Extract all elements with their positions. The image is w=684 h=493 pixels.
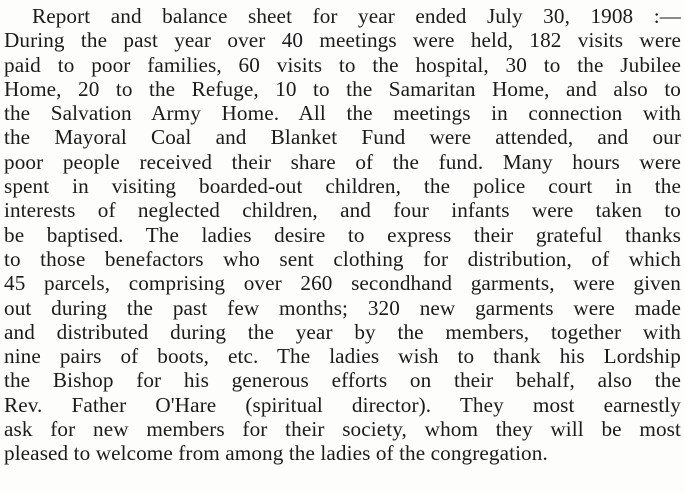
text-line-12: 45 parcels, comprising over 260 secondhand garments, were given bbox=[4, 271, 681, 296]
text-line-7: poor people received their share of the fund. Many hours were bbox=[4, 149, 681, 174]
text-line-1: Report and balance sheet for year ended July 30, 1908 :— bbox=[32, 4, 681, 28]
text-line-5: the Salvation Army Home. All the meetings in connection with bbox=[4, 101, 681, 126]
text-line-15: nine pairs of boots, etc. The ladies wish to thank his Lordship bbox=[4, 344, 681, 369]
text-line-14: and distributed during the year by the members, together with bbox=[4, 319, 681, 344]
text-line-16: the Bishop for his generous efforts on their behalf, also the bbox=[4, 368, 681, 393]
text-line-8: spent in visiting boarded-out children, the police court in the bbox=[4, 174, 681, 199]
text-line-11: to those benefactors who sent clothing for distribution, of which bbox=[4, 246, 681, 271]
text-line-9: interests of neglected children, and four infants were taken to bbox=[4, 198, 681, 223]
text-line-18: ask for new members for their society, whom they will be most bbox=[4, 417, 681, 442]
text-line-3: paid to poor families, 60 visits to the hospital, 30 to the Jubilee bbox=[4, 52, 681, 77]
text-line-19: pleased to welcome from among the ladies of the congregation. bbox=[4, 441, 548, 466]
text-line-6: the Mayoral Coal and Blanket Fund were attended, and our bbox=[4, 125, 681, 150]
text-line-17: Rev. Father O'Hare (spiritual director). They most earnestly bbox=[4, 392, 681, 417]
text-line-13: out during the past few months; 320 new garments were made bbox=[4, 295, 681, 320]
text-line-4: Home, 20 to the Refuge, 10 to the Samaritan Home, and also to bbox=[4, 76, 681, 101]
report-paragraph bbox=[4, 4, 681, 466]
text-line-2: During the past year over 40 meetings were held, 182 visits were bbox=[4, 28, 681, 53]
text-line-10: be baptised. The ladies desire to express their grateful thanks bbox=[4, 222, 681, 247]
